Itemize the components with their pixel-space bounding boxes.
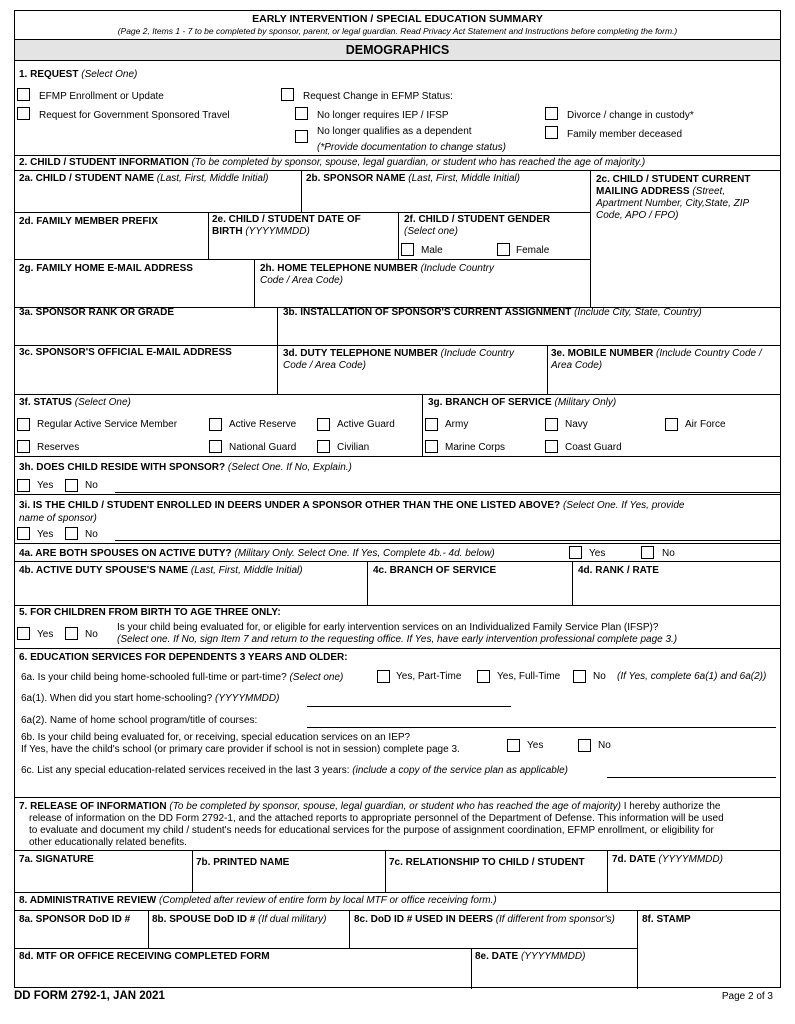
homeschool-full-time-checkbox[interactable]: [477, 670, 490, 683]
release-text-line2: release of information on the DD Form 2792-1, and the attached reports to appropriate personnel of the Department of Defense. This information will be used: [29, 813, 724, 824]
explain-line[interactable]: [115, 492, 780, 493]
deers-no-label: No: [85, 529, 98, 540]
field-2c-note2: Code, APO / FPO): [596, 210, 679, 221]
release-text-line3: to evaluate and document my child / student's needs for educational services for the purpose of assignment coordination, EFMP enrollment, or eligibility for: [29, 825, 714, 836]
divider: [15, 394, 780, 395]
divider: [15, 648, 780, 649]
gender-female-checkbox[interactable]: [497, 243, 510, 256]
divider: [148, 910, 149, 948]
divider: [301, 170, 302, 212]
status-active-reserve-label: Active Reserve: [229, 419, 297, 430]
branch-airforce-label: Air Force: [685, 419, 726, 430]
divider: [15, 605, 780, 606]
field-8c-label: 8c. DoD ID # USED IN DEERS (If different from sponsor's): [354, 914, 615, 925]
gender-male-checkbox[interactable]: [401, 243, 414, 256]
field-4b-label: 4b. ACTIVE DUTY SPOUSE'S NAME (Last, First, Middle Initial): [19, 565, 303, 576]
field-3a-label: 3a. SPONSOR RANK OR GRADE: [19, 307, 175, 318]
homeschool-question: 6a. Is your child being home-schooled full-time or part-time? (Select one): [21, 672, 344, 683]
ifsp-instructions: (Select one. If No, sign Item 7 and return to the requesting office. If Yes, have early intervention professional complete page 3.): [117, 634, 678, 645]
reside-yes-label: Yes: [37, 480, 54, 491]
release-heading: 7. RELEASE OF INFORMATION (To be completed by sponsor, spouse, legal guardian, or student who has reached the age of majority) I hereby authorize the: [19, 801, 721, 812]
divider: [15, 212, 590, 213]
divider: [15, 797, 780, 798]
divider: [15, 456, 780, 457]
divider: [590, 170, 591, 307]
field-2e-label: 2e. CHILD / STUDENT DATE OF: [212, 214, 361, 225]
gov-travel-checkbox[interactable]: [17, 107, 30, 120]
both-active-no-label: No: [662, 548, 675, 559]
field-4d-label: 4d. RANK / RATE: [578, 565, 659, 576]
field-3d-note: Code / Area Code): [283, 360, 367, 371]
branch-airforce-checkbox[interactable]: [665, 418, 678, 431]
divider: [15, 892, 780, 893]
field-4a-label: 4a. ARE BOTH SPOUSES ON ACTIVE DUTY? (Military Only. Select One. If Yes, Complete 4b.- 4d. below): [19, 548, 495, 559]
divider: [15, 543, 780, 544]
divider: [349, 910, 350, 948]
branch-army-label: Army: [445, 419, 469, 430]
field-2f-label: 2f. CHILD / STUDENT GENDER: [404, 214, 551, 225]
status-national-guard-label: National Guard: [229, 442, 297, 453]
branch-coast-guard-label: Coast Guard: [565, 442, 622, 453]
homeschool-no-label: No: [593, 671, 606, 682]
iep-no-label: No: [598, 740, 611, 751]
both-active-no-checkbox[interactable]: [641, 546, 654, 559]
branch-army-checkbox[interactable]: [425, 418, 438, 431]
ifsp-no-label: No: [85, 629, 98, 640]
status-active-reserve-checkbox[interactable]: [209, 418, 222, 431]
iep-question: 6b. Is your child being evaluated for, or receiving, special education services on an IEP?: [21, 732, 411, 743]
divider: [15, 259, 590, 260]
no-iep-label: No longer requires IEP / IFSP: [317, 110, 449, 121]
reside-no-label: No: [85, 480, 98, 491]
field-3g-label: 3g. BRANCH OF SERVICE (Military Only): [428, 397, 617, 408]
efmp-enrollment-label: EFMP Enrollment or Update: [39, 91, 164, 102]
status-civilian-label: Civilian: [337, 442, 370, 453]
no-iep-checkbox[interactable]: [295, 107, 308, 120]
homeschool-program-question: 6a(2). Name of home school program/title of courses:: [21, 715, 258, 726]
reside-yes-checkbox[interactable]: [17, 479, 30, 492]
field-7b-label: 7b. PRINTED NAME: [196, 857, 290, 868]
demographics-band: DEMOGRAPHICS: [15, 39, 780, 61]
field-3d-label: 3d. DUTY TELEPHONE NUMBER (Include Country: [283, 348, 514, 359]
deers-yes-label: Yes: [37, 529, 54, 540]
page-number: Page 2 of 3: [721, 991, 773, 1002]
divider: [422, 394, 423, 456]
admin-review-heading: 8. ADMINISTRATIVE REVIEW (Completed after review of entire form by local MTF or office receiving form.): [19, 895, 497, 906]
homeschool-no-checkbox[interactable]: [573, 670, 586, 683]
gender-female-label: Female: [516, 245, 550, 256]
divider: [254, 259, 255, 307]
field-2e-label-line2: BIRTH (YYYYMMDD): [212, 226, 310, 237]
iep-instruction: If Yes, have the child's school (or primary care provider if school is not in session) complete page 3.: [21, 744, 460, 755]
sponsor-name-line[interactable]: [115, 540, 780, 541]
field-2g-label: 2g. FAMILY HOME E-MAIL ADDRESS: [19, 263, 193, 274]
both-active-yes-label: Yes: [589, 548, 606, 559]
homeschool-start-line[interactable]: [307, 706, 511, 707]
gender-male-label: Male: [421, 245, 443, 256]
services-question: 6c. List any special education-related services received in the last 3 years: (include a copy of the service plan as applicable): [21, 765, 568, 776]
field-3e-note: Area Code): [551, 360, 603, 371]
field-3b-label: 3b. INSTALLATION OF SPONSOR'S CURRENT ASSIGNMENT (Include City, State, Country): [283, 307, 702, 318]
field-8d-label: 8d. MTF OR OFFICE RECEIVING COMPLETED FORM: [19, 951, 270, 962]
services-line[interactable]: [607, 777, 776, 778]
ifsp-yes-label: Yes: [37, 629, 54, 640]
homeschool-part-time-label: Yes, Part-Time: [396, 671, 462, 682]
divider: [572, 561, 573, 605]
homeschool-full-time-label: Yes, Full-Time: [497, 671, 561, 682]
change-status-label: Request Change in EFMP Status:: [303, 91, 453, 102]
divider: [15, 155, 780, 156]
child-info-heading: 2. CHILD / STUDENT INFORMATION (To be completed by sponsor, spouse, legal guardian, or student who has reached the age of majority.): [19, 157, 646, 168]
divider: [15, 948, 637, 949]
status-regular-label: Regular Active Service Member: [37, 419, 178, 430]
status-active-guard-label: Active Guard: [337, 419, 395, 430]
field-2d-label: 2d. FAMILY MEMBER PREFIX: [19, 216, 158, 227]
divider: [15, 170, 780, 171]
branch-coast-guard-checkbox[interactable]: [545, 440, 558, 453]
homeschool-part-time-checkbox[interactable]: [377, 670, 390, 683]
birth-to-three-heading: 5. FOR CHILDREN FROM BIRTH TO AGE THREE ONLY:: [19, 607, 281, 618]
documentation-note: (*Provide documentation to change status): [317, 142, 506, 153]
field-2f-note: (Select one): [404, 226, 458, 237]
field-4c-label: 4c. BRANCH OF SERVICE: [373, 565, 497, 576]
field-3h-label: 3h. DOES CHILD RESIDE WITH SPONSOR? (Select One. If No, Explain.): [19, 462, 352, 473]
field-2b-label: 2b. SPONSOR NAME (Last, First, Middle Initial): [306, 173, 520, 184]
homeschool-start-question: 6a(1). When did you start home-schooling? (YYYYMMDD): [21, 693, 280, 704]
field-3i-label: 3i. IS THE CHILD / STUDENT ENROLLED IN DEERS UNDER A SPONSOR OTHER THAN THE ONE LISTED ABOVE? (Select One. If Yes, provide: [19, 500, 685, 511]
field-3c-label: 3c. SPONSOR'S OFFICIAL E-MAIL ADDRESS: [19, 347, 232, 358]
field-8e-label: 8e. DATE (YYYYMMDD): [475, 951, 586, 962]
field-7c-label: 7c. RELATIONSHIP TO CHILD / STUDENT: [389, 857, 585, 868]
release-text-line4: other educationally related benefits.: [29, 837, 187, 848]
field-8a-label: 8a. SPONSOR DoD ID #: [19, 914, 131, 925]
field-7d-label: 7d. DATE (YYYYMMDD): [612, 854, 723, 865]
field-3i-note: name of sponsor): [19, 513, 97, 524]
status-civilian-checkbox[interactable]: [317, 440, 330, 453]
field-2c-label: 2c. CHILD / STUDENT CURRENT: [596, 174, 751, 185]
divider: [637, 910, 638, 989]
branch-marines-label: Marine Corps: [445, 442, 506, 453]
gov-travel-label: Request for Government Sponsored Travel: [39, 110, 230, 121]
branch-navy-label: Navy: [565, 419, 588, 430]
form-subtitle: (Page 2, Items 1 - 7 to be completed by sponsor, parent, or legal guardian. Read Privacy Act Statement and Instructions before completing the form.): [117, 26, 678, 36]
status-regular-checkbox[interactable]: [17, 418, 30, 431]
divider: [192, 850, 193, 892]
reside-no-checkbox[interactable]: [65, 479, 78, 492]
deers-yes-checkbox[interactable]: [17, 527, 30, 540]
divider: [15, 561, 780, 562]
field-2h-note: Code / Area Code): [260, 275, 344, 286]
form-identifier: DD FORM 2792-1, JAN 2021: [14, 990, 165, 1002]
ifsp-question: Is your child being evaluated for, or eligible for early intervention services on an Individualized Family Service Plan (IFSP)?: [117, 622, 659, 633]
divorce-checkbox[interactable]: [545, 107, 558, 120]
divider: [398, 212, 399, 259]
field-3f-label: 3f. STATUS (Select One): [19, 397, 131, 408]
efmp-enrollment-checkbox[interactable]: [17, 88, 30, 101]
both-active-yes-checkbox[interactable]: [569, 546, 582, 559]
field-7a-label: 7a. SIGNATURE: [19, 854, 94, 865]
no-dependent-checkbox[interactable]: [295, 130, 308, 143]
field-2a-label: 2a. CHILD / STUDENT NAME (Last, First, Middle Initial): [19, 173, 269, 184]
ifsp-yes-checkbox[interactable]: [17, 627, 30, 640]
status-reserves-label: Reserves: [37, 442, 80, 453]
deers-no-checkbox[interactable]: [65, 527, 78, 540]
no-dependent-label: No longer qualifies as a dependent: [317, 126, 472, 137]
change-status-checkbox[interactable]: [281, 88, 294, 101]
homeschool-instruction: (If Yes, complete 6a(1) and 6a(2)): [617, 671, 767, 682]
homeschool-program-line[interactable]: [307, 727, 776, 728]
ifsp-no-checkbox[interactable]: [65, 627, 78, 640]
education-services-heading: 6. EDUCATION SERVICES FOR DEPENDENTS 3 YEARS AND OLDER:: [19, 652, 348, 663]
divider: [607, 850, 608, 892]
branch-marines-checkbox[interactable]: [425, 440, 438, 453]
request-heading: 1. REQUEST (Select One): [19, 69, 138, 80]
divider: [208, 212, 209, 259]
divider: [15, 345, 780, 346]
field-8f-label: 8f. STAMP: [642, 914, 691, 925]
divider: [15, 910, 780, 911]
field-2c-note: Apartment Number, City,State, ZIP: [596, 198, 750, 209]
field-2h-label: 2h. HOME TELEPHONE NUMBER (Include Country: [260, 263, 494, 274]
branch-navy-checkbox[interactable]: [545, 418, 558, 431]
divider: [547, 345, 548, 394]
divider: [15, 494, 780, 495]
divider: [277, 307, 278, 394]
divider: [471, 948, 472, 989]
iep-yes-label: Yes: [527, 740, 544, 751]
form-title: EARLY INTERVENTION / SPECIAL EDUCATION SUMMARY: [252, 13, 543, 25]
status-reserves-checkbox[interactable]: [17, 440, 30, 453]
divider: [385, 850, 386, 892]
deceased-label: Family member deceased: [567, 129, 683, 140]
field-3e-label: 3e. MOBILE NUMBER (Include Country Code /: [551, 348, 762, 359]
divider: [15, 850, 780, 851]
iep-no-checkbox[interactable]: [578, 739, 591, 752]
status-national-guard-checkbox[interactable]: [209, 440, 222, 453]
field-8b-label: 8b. SPOUSE DoD ID # (If dual military): [152, 914, 327, 925]
deceased-checkbox[interactable]: [545, 126, 558, 139]
form-page: [14, 10, 781, 988]
status-active-guard-checkbox[interactable]: [317, 418, 330, 431]
field-2c-label-line2: MAILING ADDRESS (Street,: [596, 186, 726, 197]
iep-yes-checkbox[interactable]: [507, 739, 520, 752]
divider: [367, 561, 368, 605]
divorce-label: Divorce / change in custody*: [567, 110, 694, 121]
